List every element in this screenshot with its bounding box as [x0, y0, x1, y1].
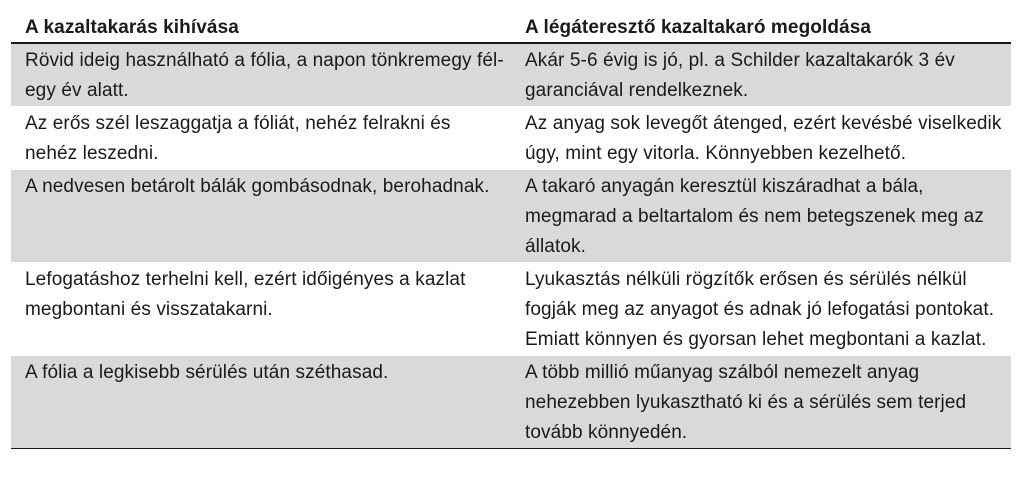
solution-cell: A több millió műanyag szálból nemezelt anyag nehezebben lyukasztható ki és a sérülés sem terjed tovább könnyedén. — [525, 362, 967, 443]
table-row — [11, 170, 1011, 263]
table-row — [11, 263, 1011, 356]
header-solution: A légáteresztő kazaltakaró megoldása — [525, 17, 872, 38]
comparison-table — [11, 14, 1011, 449]
challenge-cell: A nedvesen betárolt bálák gombásodnak, berohadnak. — [25, 176, 490, 197]
challenge-cell: Rövid ideig használható a fólia, a napon tönkremegy fél-egy év alatt. — [25, 50, 504, 101]
table-header-row — [11, 14, 1011, 44]
solution-cell: Az anyag sok levegőt átenged, ezért kevésbé viselkedik úgy, mint egy vitorla. Könnyebben kezelhető. — [525, 113, 1002, 164]
header-challenge: A kazaltakarás kihívása — [25, 17, 239, 38]
solution-cell: Lyukasztás nélküli rögzítők erősen és sérülés nélkül fogják meg az anyagot és adnak jó lefogatási pontokat. Emiatt könnyen és gyorsan lehet megbontani a kazlat. — [525, 269, 995, 350]
solution-cell: Akár 5-6 évig is jó, pl. a Schilder kazaltakarók 3 év garanciával rendelkeznek. — [525, 50, 955, 101]
challenge-cell: Lefogatáshoz terhelni kell, ezért időigényes a kazlat megbontani és visszatakarni. — [25, 269, 466, 320]
challenge-cell: Az erős szél leszaggatja a fóliát, nehéz felrakni és nehéz leszedni. — [25, 113, 451, 164]
table-row — [11, 356, 1011, 449]
table-row — [11, 107, 1011, 170]
solution-cell: A takaró anyagán keresztül kiszáradhat a bála, megmarad a beltartalom és nem betegszenek meg az állatok. — [525, 176, 984, 257]
table-row — [11, 44, 1011, 107]
challenge-cell: A fólia a legkisebb sérülés után széthasad. — [25, 362, 389, 383]
